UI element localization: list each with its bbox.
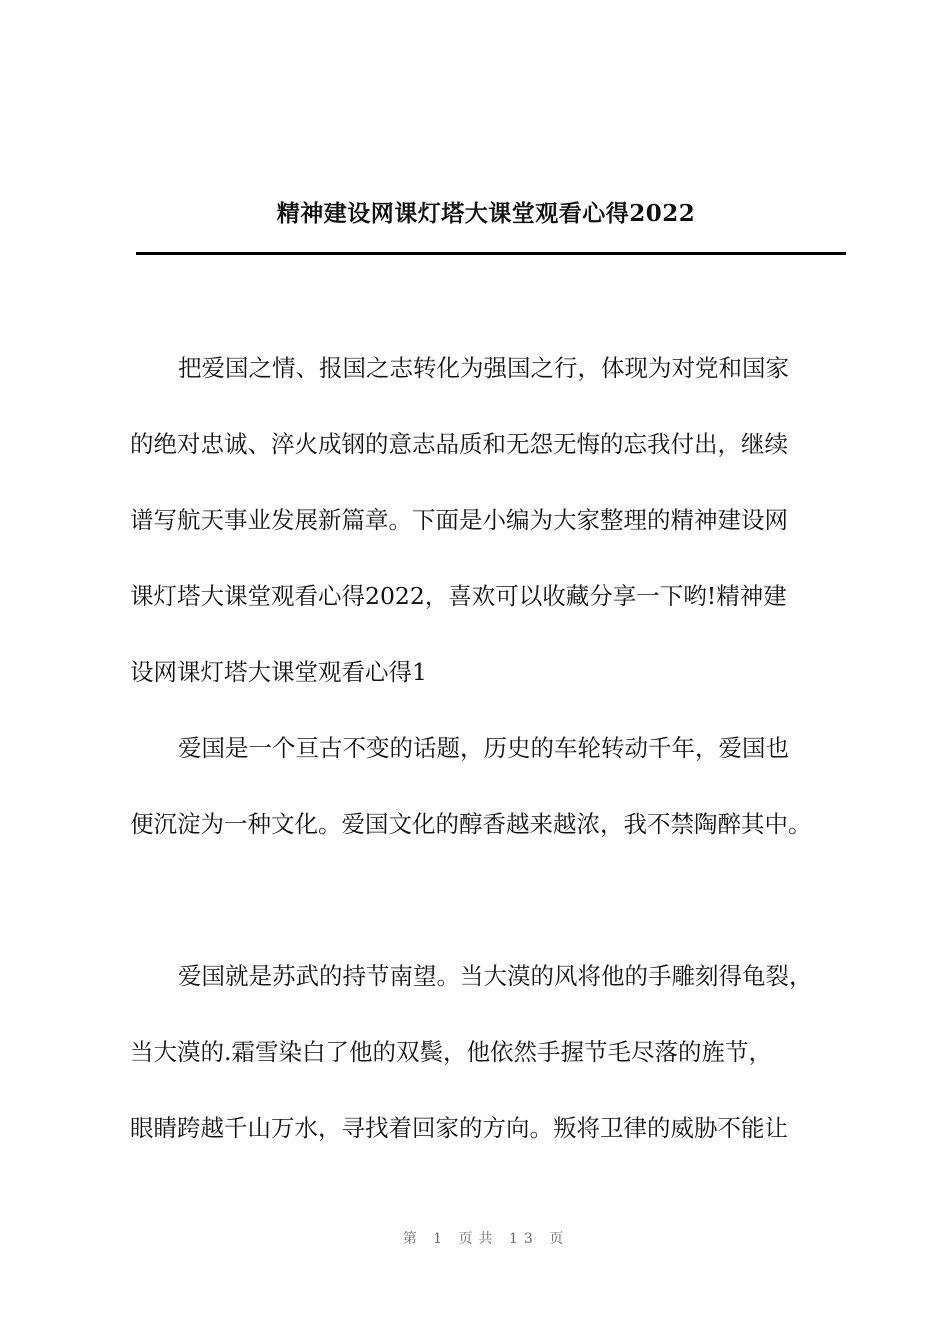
paragraph-line: 当大漠的.霜雪染白了他的双鬓，他依然手握节毛尽落的旌节， [130, 1038, 772, 1066]
paragraph-line: 爱国是一个亘古不变的话题，历史的车轮转动千年，爱国也 [178, 734, 789, 762]
paragraph-line: 爱国就是苏武的持节南望。当大漠的风将他的手雕刻得龟裂， [178, 962, 813, 990]
paragraph-line: 便沉淀为一种文化。爱国文化的醇香越来越浓，我不禁陶醉其中。 [130, 810, 812, 838]
paragraph-2 [130, 710, 850, 862]
paragraph-line: 眼睛跨越千山万水，寻找着回家的方向。叛将卫律的威胁不能让 [130, 1114, 788, 1142]
paragraph-3 [130, 938, 850, 1166]
paragraph-line: 的绝对忠诚、淬火成钢的意志品质和无怨无悔的忘我付出，继续 [130, 430, 788, 458]
paragraph-line: 课灯塔大课堂观看心得2022，喜欢可以收藏分享一下哟!精神建 [130, 582, 787, 610]
paragraph-line: 把爱国之情、报国之志转化为强国之行，体现为对党和国家 [178, 354, 789, 382]
title-underline [136, 252, 846, 255]
page-footer: 第 1 页共 13 页 [402, 1231, 570, 1247]
paragraph-line: 设网课灯塔大课堂观看心得1 [130, 658, 427, 686]
paragraph-1 [130, 330, 850, 710]
paragraph-line: 谱写航天事业发展新篇章。下面是小编为大家整理的精神建设网 [130, 506, 788, 534]
document-title: 精神建设网课灯塔大课堂观看心得2022 [276, 200, 696, 227]
